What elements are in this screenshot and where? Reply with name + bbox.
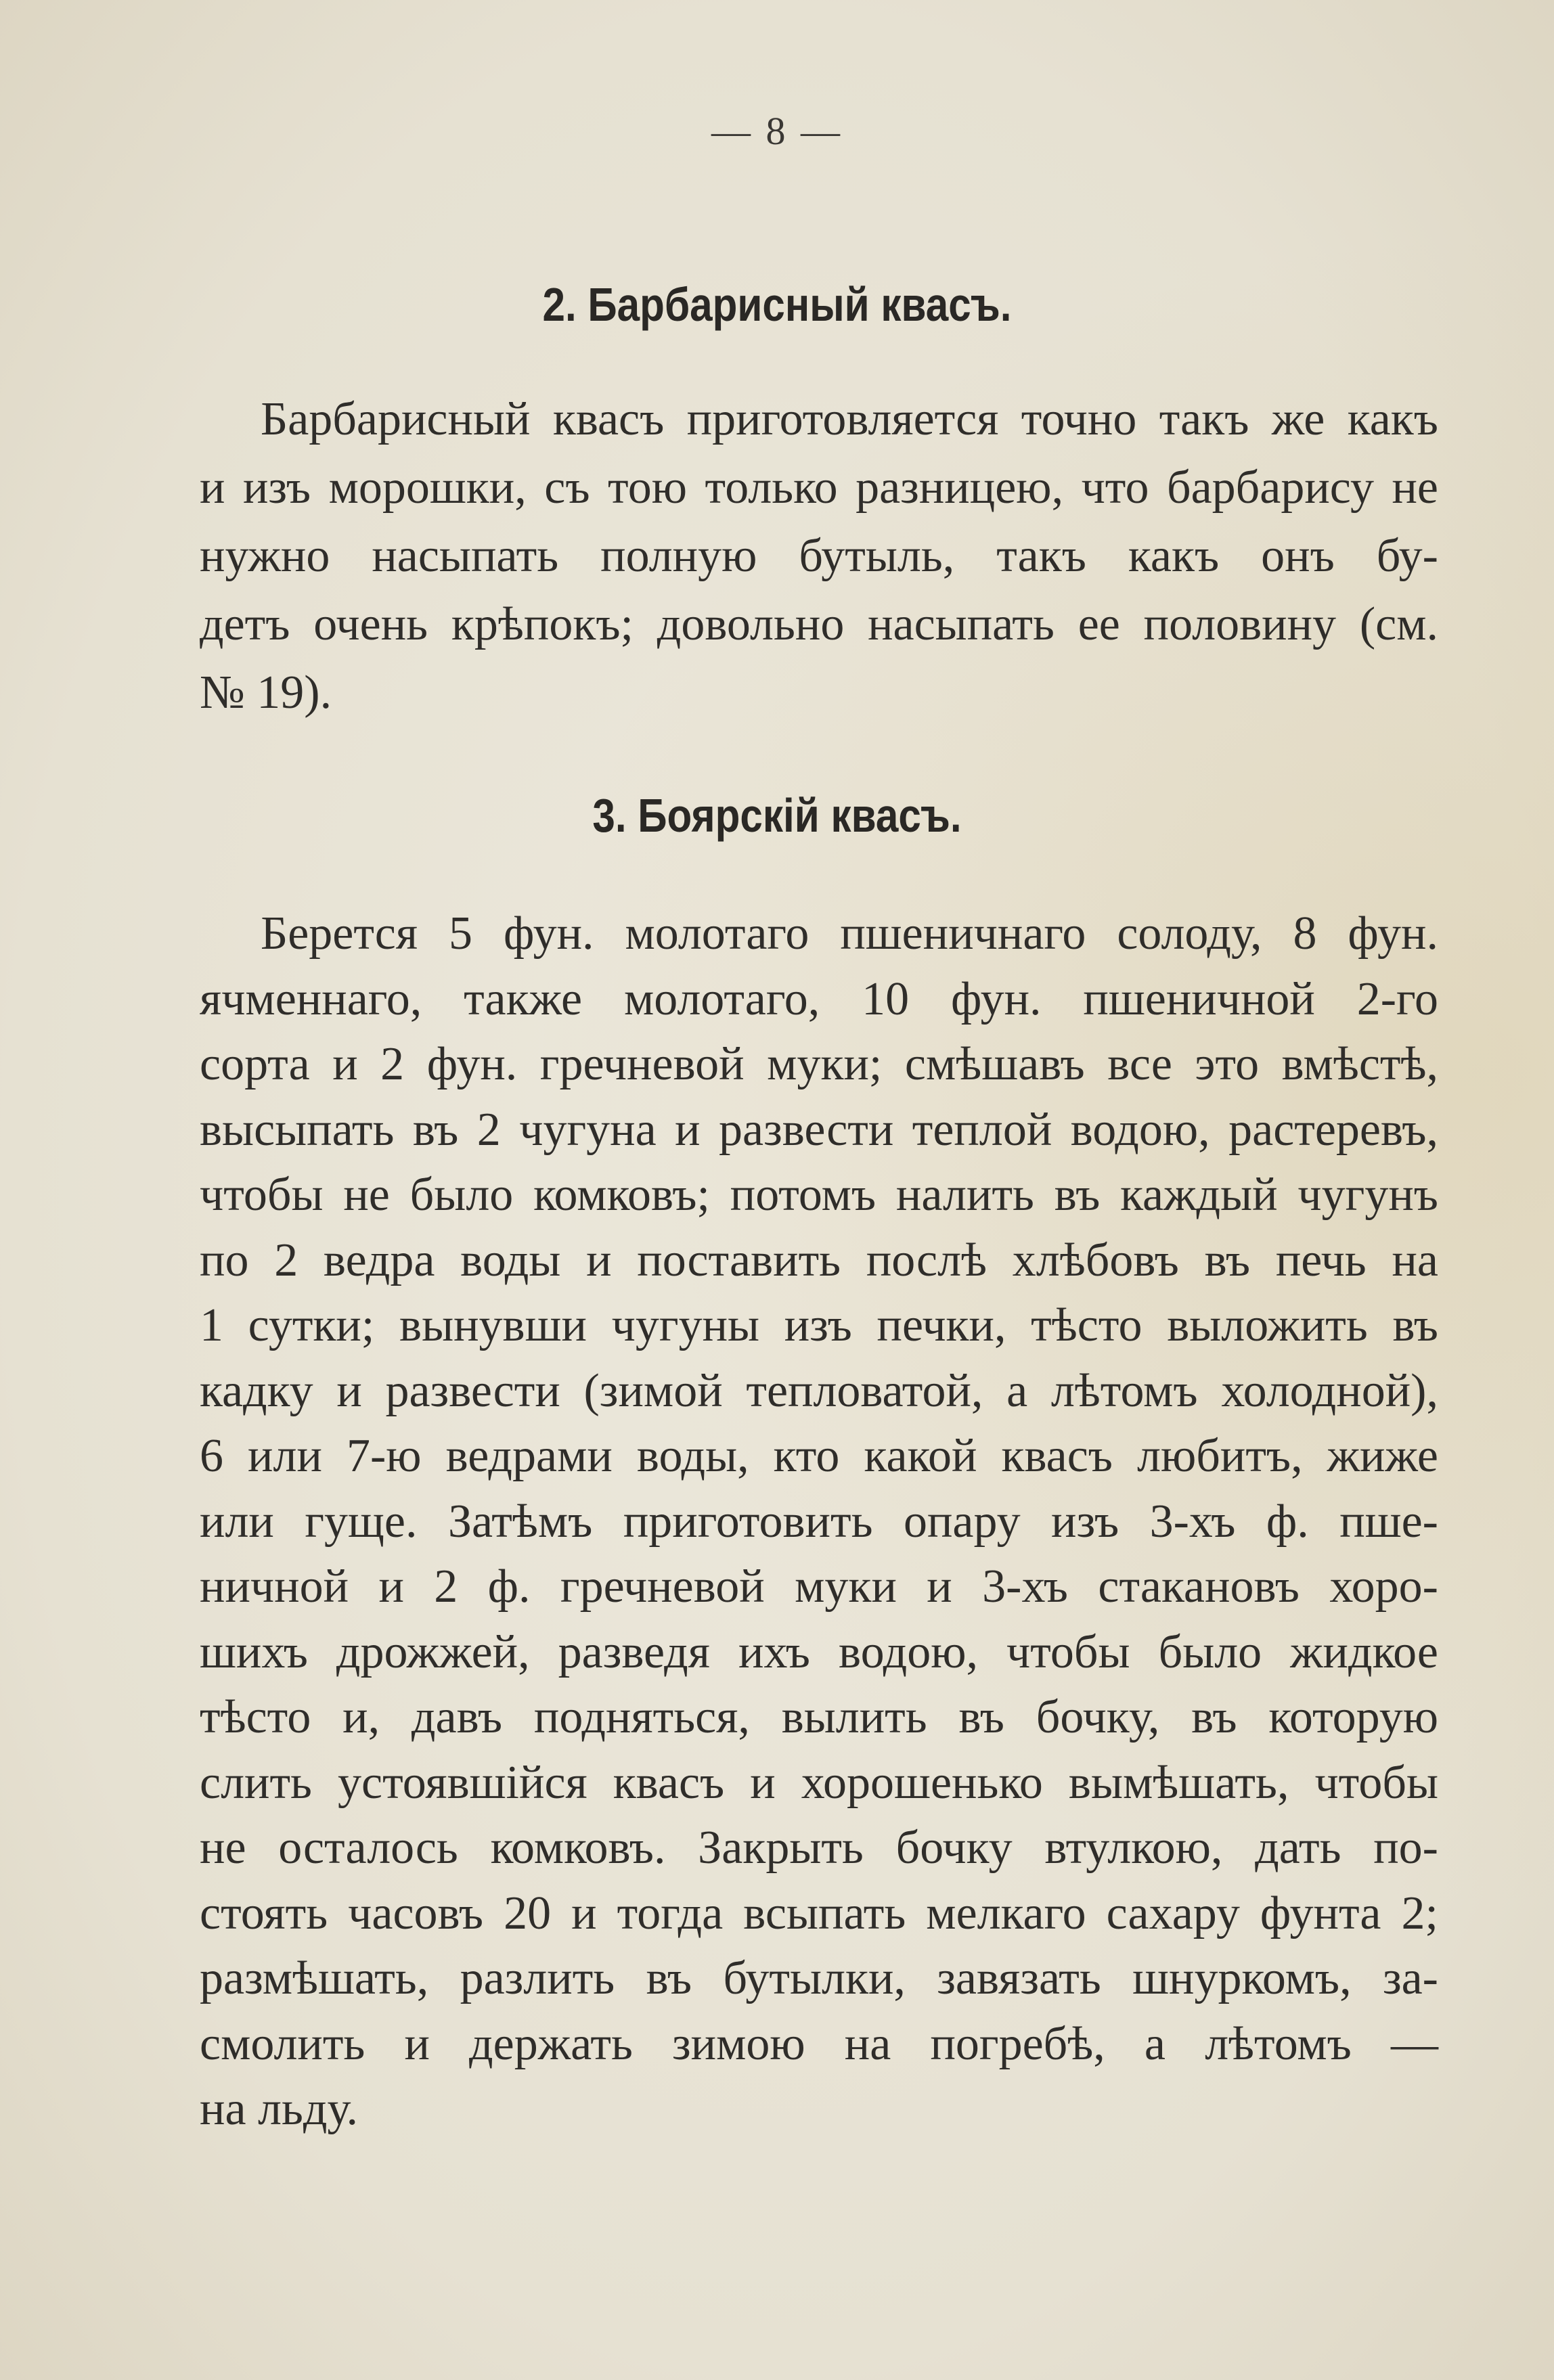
text-line: чтобы не было комковъ; потомъ налить въ каждый чугунъ (200, 1169, 1438, 1221)
section-heading-boyar-kvass: 3. Боярскій квасъ. (592, 789, 962, 842)
text-line: 1 сутки; вынувши чугуны изъ печки, тѣсто выложить въ (200, 1299, 1438, 1351)
text-line: Берется 5 фун. молотаго пшеничнаго солоду, 8 фун. (261, 907, 1438, 960)
text-line: № 19). (200, 667, 332, 719)
text-line: ячменнаго, также молотаго, 10 фун. пшеничной 2-го (200, 972, 1438, 1025)
page-number: — 8 — (711, 109, 843, 153)
text-line: или гуще. Затѣмъ приготовить опару изъ 3-хъ ф. пше- (200, 1495, 1438, 1548)
text-line: 6 или 7-ю ведрами воды, кто какой квасъ любитъ, жиже (200, 1430, 1438, 1482)
text-line: смолить и держать зимою на погребѣ, а лѣтомъ — (200, 2017, 1438, 2070)
text-line: и изъ морошки, съ тою только разницею, что барбарису не (200, 462, 1438, 514)
text-line: кадку и развести (зимой тепловатой, а лѣтомъ холодной), (200, 1364, 1438, 1417)
section-text-boyar-kvass (200, 907, 1438, 2151)
text-line: Барбарисный квасъ приготовляется точно такъ же какъ (261, 393, 1438, 445)
text-line: размѣшать, разлить въ бутылки, завязать шнуркомъ, за- (200, 1952, 1438, 2004)
text-line: слить устоявшійся квасъ и хорошенько вымѣшать, чтобы (200, 1756, 1438, 1809)
text-line: на льду. (200, 2083, 358, 2135)
section-heading-barberry-kvass: 2. Барбарисный квасъ. (542, 278, 1012, 331)
text-line: высыпать въ 2 чугуна и развести теплой водою, растеревъ, (200, 1103, 1438, 1156)
text-line: по 2 ведра воды и поставить послѣ хлѣбовъ въ печь на (200, 1234, 1438, 1286)
text-line: стоять часовъ 20 и тогда всыпать мелкаго сахару фунта 2; (200, 1887, 1438, 1939)
section-text-barberry-kvass (200, 393, 1438, 738)
text-line: сорта и 2 фун. гречневой муки; смѣшавъ все это вмѣстѣ, (200, 1038, 1438, 1090)
text-line: не осталось комковъ. Закрыть бочку втулкою, дать по- (200, 1822, 1438, 1874)
text-line: нужно насыпать полную бутыль, такъ какъ онъ бу- (200, 530, 1438, 582)
text-line: тѣсто и, давъ подняться, вылить въ бочку, въ которую (200, 1691, 1438, 1743)
text-line: шихъ дрожжей, разведя ихъ водою, чтобы было жидкое (200, 1625, 1438, 1678)
text-line: ничной и 2 ф. гречневой муки и 3-хъ стакановъ хоро- (200, 1561, 1438, 1613)
text-line: детъ очень крѣпокъ; довольно насыпать ее половину (см. (200, 598, 1438, 650)
